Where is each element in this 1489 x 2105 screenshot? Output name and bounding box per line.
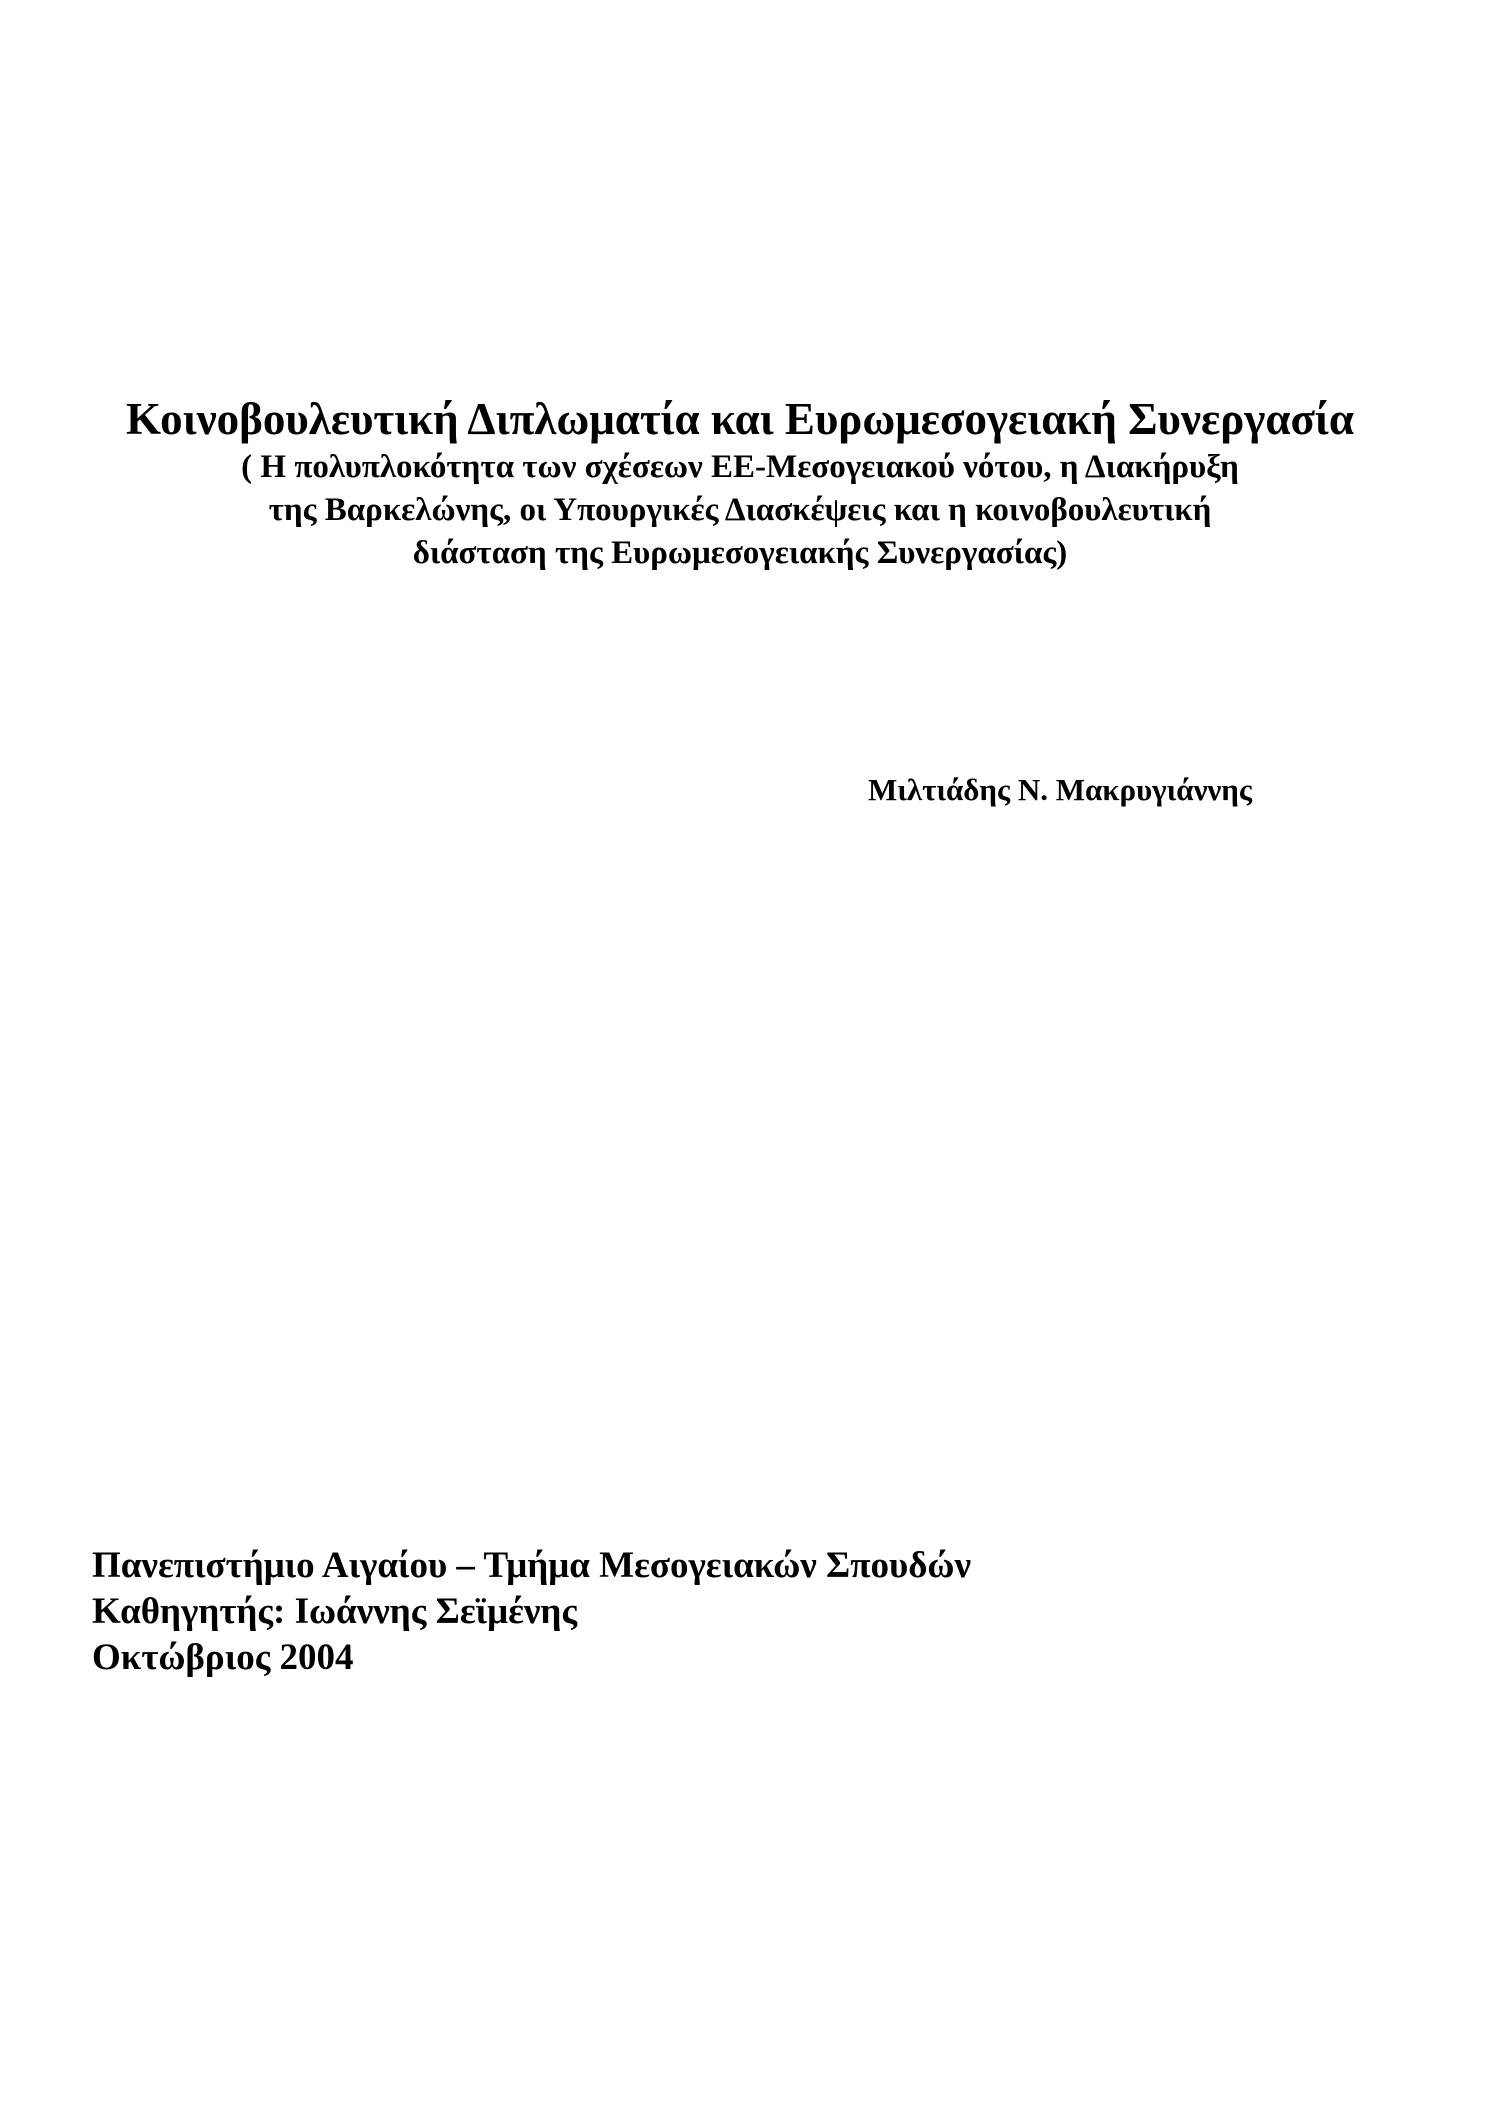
subtitle-line-2: της Βαρκελώνης, οι Υπουργικές Διασκέψεις και η κοινοβουλευτική (268, 492, 1212, 528)
document-title: Κοινοβουλευτική Διπλωματία και Ευρωμεσογειακή Συνεργασία (125, 394, 1355, 444)
institution-block (92, 1543, 971, 1681)
institution-line: Πανεπιστήμιο Αιγαίου – Τμήμα Μεσογειακών Σπουδών (92, 1545, 971, 1586)
subtitle-line-3: διάσταση της Ευρωμεσογειακής Συνεργασίας) (412, 535, 1068, 571)
professor-line: Καθηγητής: Ιωάννης Σεϊμένης (92, 1591, 578, 1632)
title-block (40, 392, 1440, 575)
author-name: Μιλτιάδης Ν. Μακρυγιάννης (868, 772, 1252, 807)
date-line: Οκτώβριος 2004 (92, 1637, 354, 1678)
subtitle-line-1: ( Η πολυπλοκότητα των σχέσεων ΕΕ-Μεσογειακού νότου, η Διακήρυξη (241, 449, 1239, 485)
